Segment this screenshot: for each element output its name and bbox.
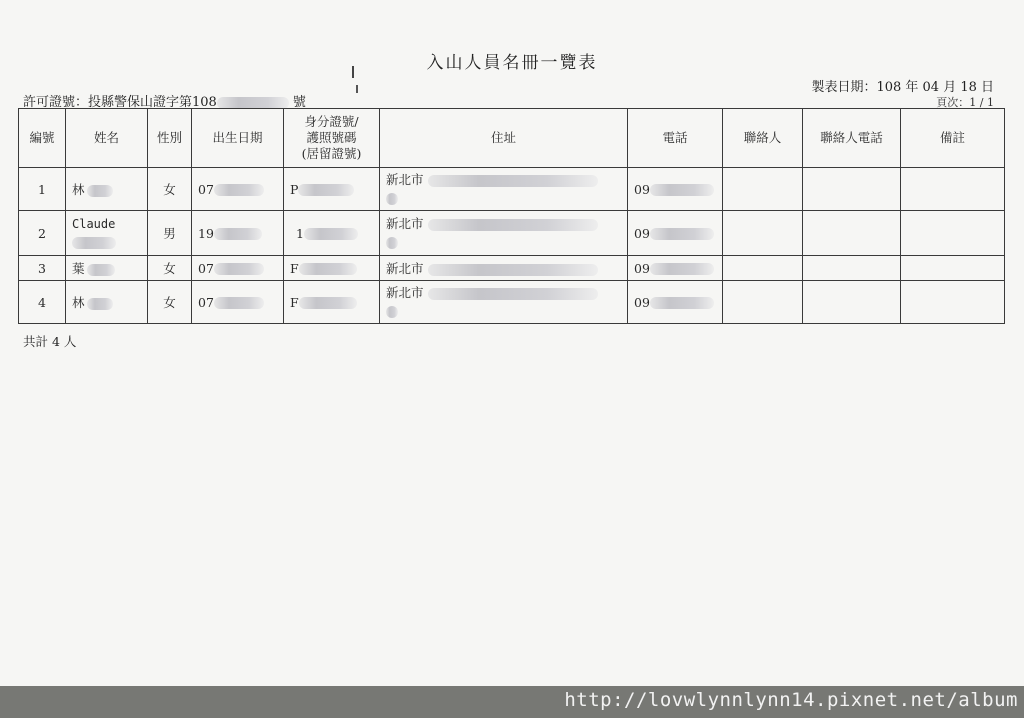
redaction xyxy=(87,264,115,276)
redaction xyxy=(428,175,598,187)
id-text: P xyxy=(290,181,299,197)
cell-contact-phone xyxy=(803,211,901,256)
cell-contact-phone xyxy=(803,168,901,211)
redaction xyxy=(650,263,714,275)
redaction xyxy=(428,219,598,231)
cell-no: 2 xyxy=(19,211,66,256)
birth-text: 07 xyxy=(198,294,214,310)
cell-note xyxy=(901,256,1005,281)
cell-note xyxy=(901,281,1005,324)
cell-contact xyxy=(723,256,803,281)
header-id-line1: 身分證號/ xyxy=(304,114,359,129)
redaction xyxy=(299,297,357,309)
redaction xyxy=(87,298,113,310)
cell-no: 3 xyxy=(19,256,66,281)
header-id xyxy=(284,109,380,168)
id-text: F xyxy=(290,294,299,310)
cell-gender: 女 xyxy=(148,281,192,324)
redaction xyxy=(87,185,113,197)
total-count: 共計 4 人 xyxy=(23,334,77,349)
redaction xyxy=(298,184,354,196)
cell-note xyxy=(901,168,1005,211)
phone-text: 09 xyxy=(634,260,650,276)
table-row xyxy=(19,256,1005,281)
header-birth: 出生日期 xyxy=(192,109,284,168)
document-title: 入山人員名冊一覽表 xyxy=(426,53,598,73)
redaction xyxy=(386,306,398,318)
header-id-line2: 護照號碼 xyxy=(306,130,357,145)
cell-name xyxy=(66,168,148,211)
table-row xyxy=(19,168,1005,211)
phone-text: 09 xyxy=(634,225,650,241)
cell-birth xyxy=(192,168,284,211)
cell-phone xyxy=(628,281,723,324)
cell-contact xyxy=(723,281,803,324)
cell-address xyxy=(380,256,628,281)
ink-mark xyxy=(356,85,358,93)
redaction xyxy=(214,263,264,275)
redaction xyxy=(650,297,714,309)
cell-name xyxy=(66,281,148,324)
cell-phone xyxy=(628,256,723,281)
address-text: 新北市 xyxy=(386,216,424,231)
permit-suffix: 號 xyxy=(292,95,306,110)
header-note: 備註 xyxy=(901,109,1005,168)
name-text: 林 xyxy=(72,182,85,197)
birth-text: 19 xyxy=(198,225,214,241)
permit-label: 許可證號：投縣警保山證字第108 xyxy=(23,95,217,110)
roster-table xyxy=(18,108,1005,324)
cell-id xyxy=(284,168,380,211)
cell-birth xyxy=(192,211,284,256)
redaction xyxy=(214,184,264,196)
header-gender: 性別 xyxy=(148,109,192,168)
name-text: Claude xyxy=(72,217,116,231)
birth-text: 07 xyxy=(198,181,214,197)
header-contact: 聯絡人 xyxy=(723,109,803,168)
cell-address xyxy=(380,211,628,256)
cell-contact-phone xyxy=(803,281,901,324)
cell-no: 1 xyxy=(19,168,66,211)
cell-gender: 女 xyxy=(148,256,192,281)
address-text: 新北市 xyxy=(386,172,424,187)
id-text: F xyxy=(290,260,299,276)
cell-contact xyxy=(723,168,803,211)
name-text: 林 xyxy=(72,295,85,310)
phone-text: 09 xyxy=(634,181,650,197)
cell-gender: 女 xyxy=(148,168,192,211)
cell-no: 4 xyxy=(19,281,66,324)
page-number: 頁次：1 / 1 xyxy=(936,96,994,109)
cell-phone xyxy=(628,168,723,211)
redaction xyxy=(428,288,598,300)
redaction xyxy=(299,263,357,275)
redaction xyxy=(650,228,714,240)
redaction xyxy=(214,228,262,240)
cell-id xyxy=(284,256,380,281)
phone-text: 09 xyxy=(634,294,650,310)
redaction xyxy=(217,97,289,109)
cell-birth xyxy=(192,281,284,324)
made-date: 製表日期：108 年 04 月 18 日 xyxy=(811,80,994,95)
cell-contact xyxy=(723,211,803,256)
header-contact-phone: 聯絡人電話 xyxy=(803,109,901,168)
address-text: 新北市 xyxy=(386,285,424,300)
redaction xyxy=(304,228,358,240)
name-text: 葉 xyxy=(72,261,85,276)
cell-contact-phone xyxy=(803,256,901,281)
birth-text: 07 xyxy=(198,260,214,276)
table-header-row xyxy=(19,109,1005,168)
header-id-line3: (居留證號) xyxy=(301,146,362,161)
header-no: 編號 xyxy=(19,109,66,168)
address-text: 新北市 xyxy=(386,261,424,276)
header-phone: 電話 xyxy=(628,109,723,168)
redaction xyxy=(650,184,714,196)
cell-address xyxy=(380,281,628,324)
cell-phone xyxy=(628,211,723,256)
cell-id xyxy=(284,281,380,324)
cell-name xyxy=(66,211,148,256)
redaction xyxy=(386,237,398,249)
redaction xyxy=(386,193,398,205)
cell-name xyxy=(66,256,148,281)
header-address: 住址 xyxy=(380,109,628,168)
cell-id xyxy=(284,211,380,256)
redaction xyxy=(72,237,116,249)
table-row xyxy=(19,211,1005,256)
redaction xyxy=(214,297,264,309)
cell-birth xyxy=(192,256,284,281)
watermark-url: http://lovwlynnlynn14.pixnet.net/album xyxy=(564,689,1018,711)
table-row xyxy=(19,281,1005,324)
header-name: 姓名 xyxy=(66,109,148,168)
redaction xyxy=(428,264,598,276)
id-text: 1 xyxy=(296,225,304,241)
cell-note xyxy=(901,211,1005,256)
cell-address xyxy=(380,168,628,211)
ink-mark xyxy=(352,66,354,78)
cell-gender: 男 xyxy=(148,211,192,256)
watermark-bar xyxy=(0,686,1024,718)
